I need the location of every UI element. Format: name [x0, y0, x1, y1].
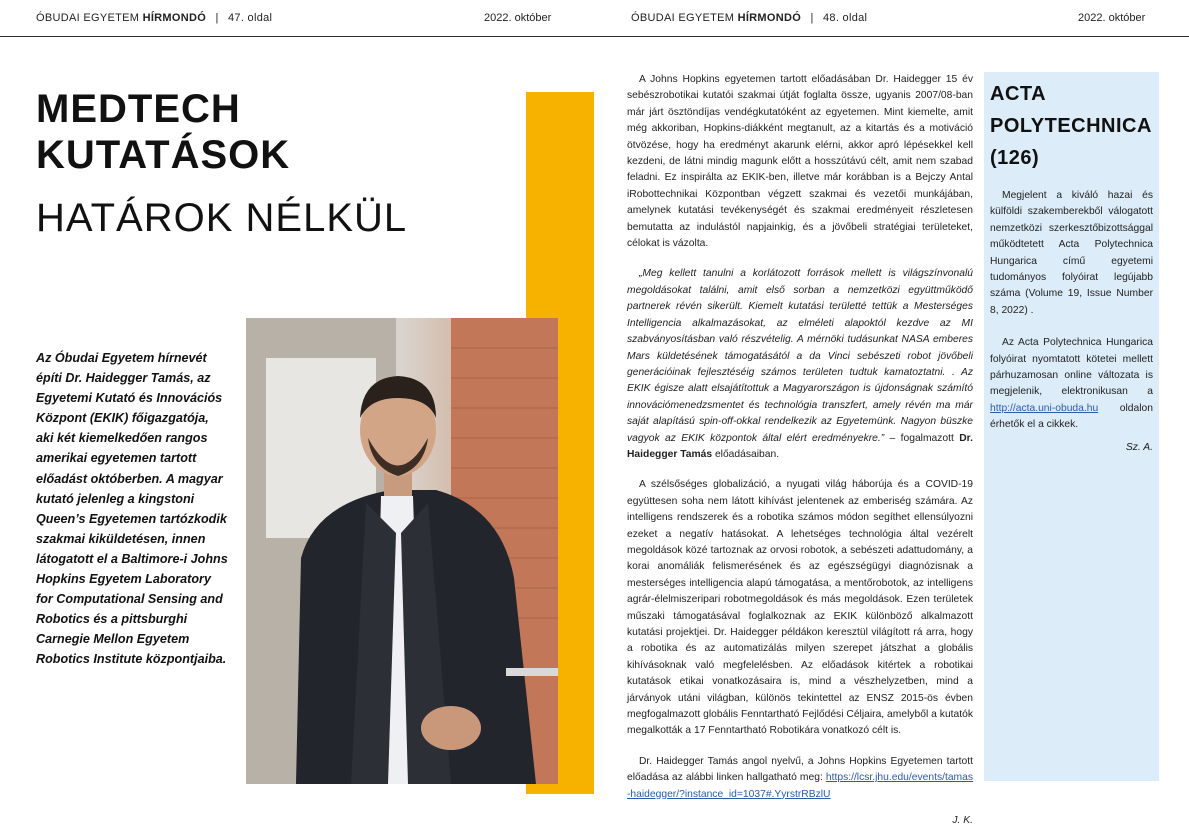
article-title-bold — [36, 86, 290, 178]
header-right-page: 48. oldal — [822, 12, 868, 24]
sidebar-paragraph-1: Megjelent a kiváló hazai és külföldi szakemberekből válogatott nemzetközi szerkesztőbizottsággal működtetett Acta Polytechnica Hungarica című egyetemi tudományos folyóirat legújabb száma (Volume 19, Issue Number 8, 2022) . — [990, 190, 1153, 316]
quote-end: előadásaiban. — [712, 448, 780, 460]
portrait-photo — [246, 318, 558, 784]
header-left-pub: HÍRMONDÓ — [142, 12, 207, 24]
title-line-1: MEDTECH — [36, 87, 241, 131]
header-right-org: ÓBUDAI EGYETEM — [631, 12, 735, 24]
sidebar-box — [984, 72, 1159, 781]
intro-lead-text: Az Óbudai Egyetem hírnevét építi Dr. Haidegger Tamás, az Egyetemi Kutató és Innovációs Központ (EKIK) főigazgatója, aki két kiemelkedően rangos amerikai egyetemen tartott előadást októberben. A magyar kutató jelenleg a kingstoni Queen’s Egyetemen tartózkodik szakmai kiküldetésen, innen látogatott el a Baltimore-i Johns Hopkins Egyetem Laboratory for Computational Sensing and Robotics és a pittsburghi Carnegie Mellon Egyetem Robotics Institute központjaiba. — [36, 351, 228, 667]
quote-speaker: Dr. Haidegger Tamás — [627, 432, 973, 460]
sidebar-title — [990, 78, 1153, 174]
sidebar-title-line-2: POLYTECHNICA — [990, 115, 1152, 137]
sidebar-paragraph-2 — [990, 335, 1153, 433]
header-left-date: 2022. október — [484, 12, 552, 24]
article-body — [627, 72, 973, 829]
header-right-sep: | — [810, 12, 814, 24]
title-line-3: HATÁROK NÉLKÜL — [36, 196, 408, 240]
article-paragraph-3: A szélsőséges globalizáció, a nyugati világ háborúja és a COVID-19 együttesen soha nem látott kihívást jelentenek az emberiség számára. Az intelligens rendszerek és a robotika számos módon segíthet ellensúlyozni ezeket a negatív hatásokat. A lehetséges technológia által vezérelt megoldások közé tartoznak az orvosi robotok, a sebészeti adattudomány, a korai anomáliák felismerésének és az egészségügyi diagnózisnak a mesterséges intelligencia alapú támogatása, a mentőrobotok, az intelligens agrár-élelmiszeripari robotmegoldások és más megoldások. Ezen területek műszaki támogatásával foglalkoznak az EKIK különböző alkalmazott kutatási projektjei. Dr. Haidegger példákon keresztül világított rá arra, hogy a robotika és az automatizálás milyen szerepet játszhat a globális kihívásoknak való megfelelésben. Az előadások kitértek a robotikai kutatások etikai vonatkozásaira is, mind a vészhelyzetben, mind a járványok utáni világban, különös tekintettel az ENSZ 2015-ös évben megfogalmazott globális Fenntartható Fejlődési Céljaira, amelyből a kutatók megalkották a 17 Fenntartható Robotikára vonatkozó célt is. — [627, 479, 973, 737]
header-right-pub: HÍRMONDÓ — [737, 12, 802, 24]
sidebar-signature: Sz. A. — [1125, 441, 1153, 453]
title-line-2: KUTATÁSOK — [36, 133, 291, 177]
article-signature: J. K. — [952, 815, 973, 827]
lecture-link[interactable]: https://lcsr.jhu.edu/events/tamas-haidegger/?instance_id=1037#.YyrstrRBzlU — [627, 772, 973, 800]
sidebar-title-line-1: ACTA — [990, 83, 1047, 105]
page-header — [0, 0, 1189, 37]
acta-link[interactable]: http://acta.uni-obuda.hu — [990, 402, 1099, 414]
header-left-label — [36, 12, 272, 24]
header-right-label — [631, 12, 867, 24]
article-paragraph-1: A Johns Hopkins egyetemen tartott előadásában Dr. Haidegger 15 év sebészrobotikai kutatói szakmai útját foglalta össze, ugyanis 2007/08-ban már járt ösztöndíjas vendégkutatóként az egyetemen. Mint kiemelte, amit még akkoriban, Hopkins-diákként megtanult, az a kitartás és a motiváció ötvözése, hogy ha eredményt akarunk elérni, akkor apró lépésekkel kell kezdeni, de látni mindig magunk előtt a hosszútávú célt, amit nem szabad feladni. Ez inspirálta az EKIK-ben, illetve már korábban is a Bejczy Antal iRobottechnikai Központban végzett szakmai és vezetői munkájában, amelynek kutatási tevékenységét és szakmai eredményeit részletesen bemutatta az indulástól napjainkig, és a jövőbeli stratégiai területeket, célokat is vázolta. — [627, 74, 973, 250]
sidebar-p2-text: Az Acta Polytechnica Hungarica folyóirat nyomtatott kötetei mellett párhuzamosan online változata is megjelenik, elektronikusan a — [990, 337, 1153, 398]
header-left-org: ÓBUDAI EGYETEM — [36, 12, 140, 24]
quote-tail: – fogalmazott — [884, 432, 960, 444]
header-left-sep: | — [215, 12, 219, 24]
article-p4-text: Dr. Haidegger Tamás angol nyelvű, a Johns Hopkins Egyetemen tartott előadása az alábbi linken hallgatható meg: — [627, 755, 973, 784]
article-quote-paragraph — [627, 266, 973, 463]
header-left-page: 47. oldal — [227, 12, 273, 24]
sidebar-title-line-3: (126) — [990, 147, 1040, 169]
article-paragraph-4 — [627, 754, 973, 803]
article-quote: „Meg kellett tanulni a korlátozott források mellett is világszínvonalú megoldásokat találni, amit első sorban a nemzetközi együttműködő partnerek révén sikerült. Kiemelt kutatási területté tettük a Mesterséges Intelligencia alkalmazásokat, az elméleti alapoktól kezdve az MI szabványosításban való részvételig. A mérnöki tudásunkat NASA emberes Mars küldetésének támogatásától a da Vinci sebészeti robot jövőbeli generációinak fejlesztéséig számos területen tudtuk kamatoztatni. . Az EKIK égisze alatt elsajátítottuk a Magyarországon is újdonságnak számító innovációmenedzsmentet és technológia transzfert, amely révén ma már saját alapítású spin-off-okkal rendelkezik az Egyetemünk. Nagyon büszke vagyok az EKIK központok által elért eredményekre.” — [627, 268, 973, 444]
header-right-date: 2022. október — [1078, 12, 1146, 24]
sidebar-body — [990, 188, 1153, 434]
sidebar-p2-end: oldalon érhetők el a cikkek. — [990, 402, 1153, 431]
